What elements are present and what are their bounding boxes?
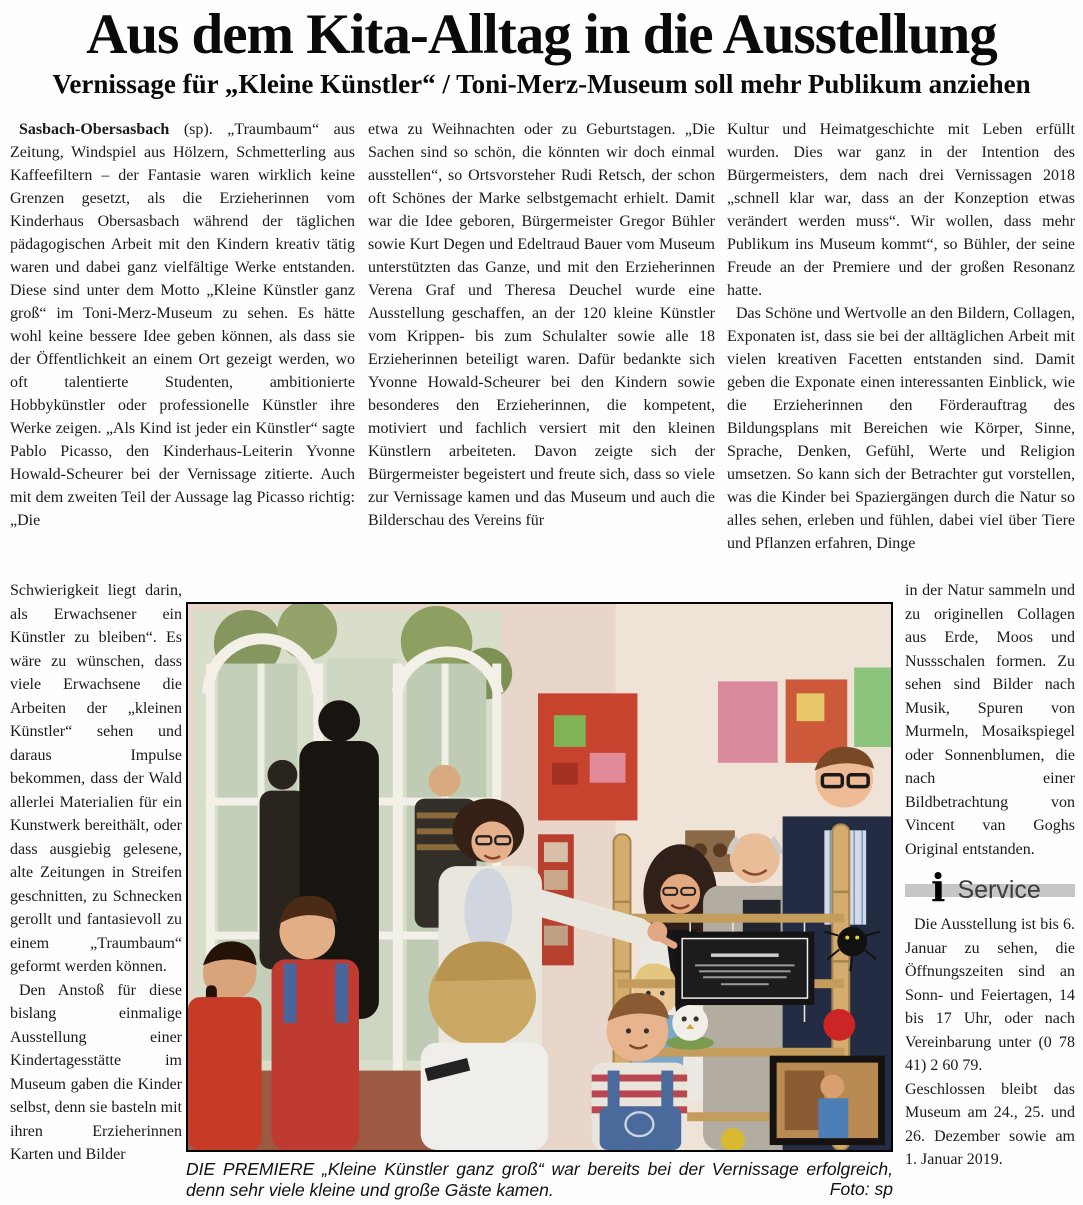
photo-credit: Foto: sp (829, 1179, 893, 1199)
photo-display-sign (675, 932, 814, 1005)
article-photo (186, 602, 893, 1152)
paragraph: Das Schöne und Wertvolle an den Bildern, Collagen, Exponaten ist, dass sie bei der alltäglichen Arbeit mit vielen kreativen Facetten entstanden sind. Damit geben die Exponate einen interessanten Einblick, wie die Erzieherinnen den Förderauftrag des Bildungsplans mit Bereichen wie Körper, Sinne, Sprache, Denken, Gefühl, Werte und Religion umsetzen. So kann sich der Betrachter gut vorstellen, was die Kinder bei Spaziergängen durch die Natur so alles sehen, erleben und fühlen, dabei viel über Tiere und Pflanzen erfahren, Dinge (727, 305, 1075, 552)
paragraph: etwa zu Weihnachten oder zu Geburtstagen. „Die Sachen sind so schön, die könnten wir doch einmal ausstellen“, so Ortsvorsteher Rudi Retsch, der schon oft Schönes der Marke selbstgemacht erhielt. Damit war die Idee geboren, Bürgermeister Gregor Bühler sowie Kurt Degen und Edeltraud Bauer vom Museum unterstützten das Ganze, und mit den Erzieherinnen Verena Graf und Theresa Deuchel wurde eine Ausstellung geschaffen, an der 120 kleine Künstler vom Krippen- bis zum Schulalter sowie alle 18 Erzieherinnen beteiligt waren. Dafür bedankte sich Yvonne Howald-Scheurer bei den Kindern sowie besonderes den Erzieherinnen, die kompetent, motiviert und fachlich versiert mit den kleinen Künstlern arbeiteten. Davon zeigte sich der Bürgermeister begeistert und freute sich, dass so viele zur Vernissage kamen und das Museum und auch die Bilderschau des Vereins für (368, 121, 715, 529)
photo-caption (186, 1159, 893, 1201)
dateline: Sasbach-Obersasbach (19, 121, 170, 138)
article-column-3-wide (727, 118, 1075, 579)
article-photo-illustration (188, 604, 891, 1150)
photo-framed-picture (770, 1056, 885, 1145)
photo-caption-text: DIE PREMIERE „Kleine Künstler ganz groß“ war bereits bei der Vernissage erfolgreich, denn sehr viele kleine und große Gäste kamen. (186, 1159, 893, 1200)
article-subheadline: Vernissage für „Kleine Künstler“ / Toni-Merz-Museum soll mehr Publikum anziehen (52, 69, 1031, 99)
paragraph: Schwierigkeit liegt darin, als Erwachsener ein Künstler zu bleiben“. Es wäre zu wünschen, dass viele Erwachsene die Arbeiten der „kleinen Künstler“ sehen und daraus Impulse bekommen, dass der Wald allerlei Materialien für ein Kunstwerk bereithält, oder dass ausgiebig gelesene, alte Zeitungen in Streifen geschnitten, zu Schnecken gerollt und fantasievoll zu einem „Traumbaum“ geformt werden können. (10, 582, 182, 975)
service-title: Service (957, 876, 1041, 904)
service-paragraph: Geschlossen bleibt das Museum am 24., 25. und 26. Dezember sowie am 1. Januar 2019. (905, 1080, 1075, 1168)
body-text: (sp). „Traumbaum“ aus Zeitung, Windspiel aus Hölzern, Schmetterling aus Kaffeefiltern – der Fantasie waren wirklich keine Grenzen gesetzt, als die Erzieherinnen vom Kinderhaus Obersasbach während der täglichen pädagogischen Arbeit mit den Kindern kreativ tätig waren und dabei ganz vielfältige Werke entstanden. Diese sind unter dem Motto „Kleine Künstler ganz groß“ im Toni-Merz-Museum zu sehen. Es hätte wohl keine bessere Idee geben können, als dass sie der Öffentlichkeit an einem Ort gezeigt werden, wo oft talentierte Studenten, ambitionierte Hobbykünstler oder professionelle Künstler ihre Werke zeigen. „Als Kind ist jeder ein Künstler“ sagte Pablo Picasso, den Kinderhaus-Leiterin Yvonne Howald-Scheurer bei der Vernissage zitierte. Auch mit dem zweiten Teil der Aussage lag Picasso richtig: „Die (10, 121, 355, 529)
paragraph: Kultur und Heimatgeschichte mit Leben erfüllt wurden. Dies war ganz in der Intention des Bürgermeisters, dem nach drei Vernissagen 2018 „schnell klar war, dass an der Konzeption etwas verändert werden muss“. Wir wollen, dass mehr Publikum ins Museum kommt“, so Bühler, der seine Freude an der Premiere und der großen Resonanz hatte. (727, 121, 1075, 299)
article-column-1-narrow (10, 579, 182, 1205)
article-column-1-wide (10, 118, 355, 602)
paragraph (10, 118, 355, 532)
info-icon: i (931, 865, 946, 910)
article-column-2 (368, 118, 715, 602)
article-headline: Aus dem Kita-Alltag in die Ausstellung (86, 3, 997, 66)
paragraph: Den Anstoß für diese bislang einmalige Ausstellung einer Kindertagesstätte im Museum gaben die Kinder selbst, denn sie basteln mit ihren Erzieherinnen Karten und Bilder (10, 981, 182, 1163)
service-header (905, 865, 1075, 910)
paragraph: in der Natur sammeln und zu originellen Collagen aus Erde, Moos und Nussschalen formen. Zu sehen sind Bilder nach Musik, Spuren von Murmeln, Mosaikspiegel oder Sonnenblumen, die nach einer Bildbetrachtung von Vincent van Goghs Original entstanden. (905, 582, 1075, 858)
article-column-3-narrow (905, 579, 1075, 1205)
service-paragraph: Die Ausstellung ist bis 6. Januar zu sehen, die Öffnungszeiten sind an Sonn- und Feiertagen, 14 bis 17 Uhr, oder nach Vereinbarung unter (0 78 41) 2 60 79. (905, 916, 1075, 1074)
